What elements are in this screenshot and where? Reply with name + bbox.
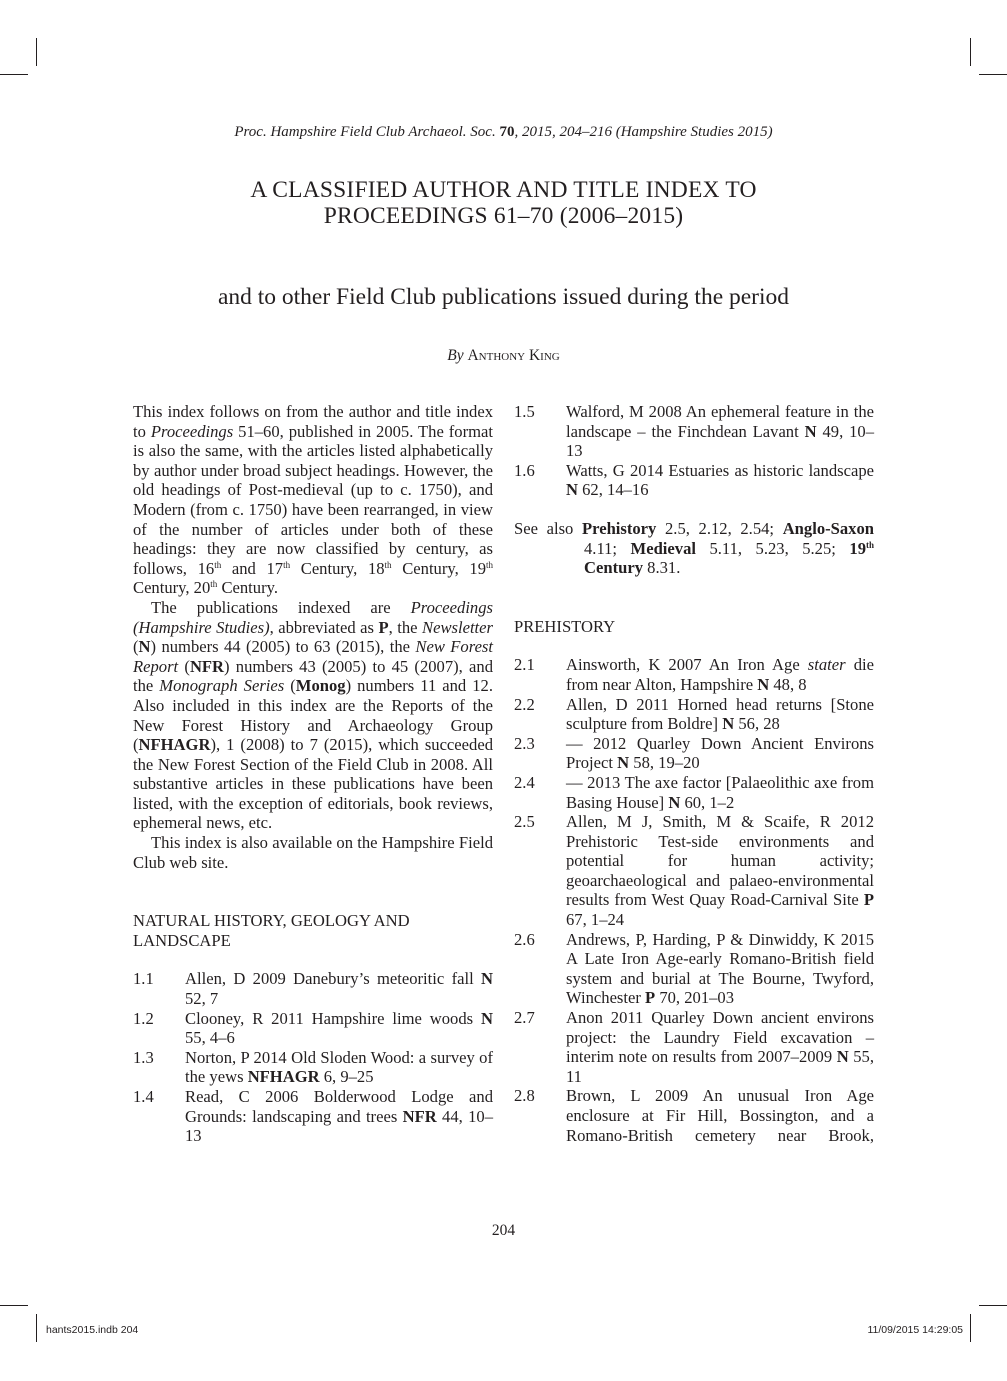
article-subtitle: and to other Field Club publications issued during the period xyxy=(217,284,790,310)
entry-number: 2.7 xyxy=(514,1008,535,1028)
entry-publication: N xyxy=(481,1008,493,1028)
text-italic: Newsletter xyxy=(422,617,493,637)
running-head-rest: , 2015, 204–216 (Hampshire Studies 2015) xyxy=(514,124,773,140)
text: Century, 18 xyxy=(290,558,385,578)
title-line-2: PROCEEDINGS 61–70 (2006–2015) xyxy=(323,203,684,229)
entry-title: Brown, L 2009 An unusual Iron Age enclosure at Fir Hill, Bossington, and a Romano-British cemetery near Brook, xyxy=(566,1086,874,1145)
entry-number: 1.6 xyxy=(514,460,535,480)
page-number: 204 xyxy=(491,1222,516,1239)
entry-reference: 44, 10–13 xyxy=(185,1106,493,1146)
superscript: th xyxy=(210,579,218,590)
see-also-refs: 5.11, 5.23, 5.25; xyxy=(695,538,850,558)
entry-title: Norton, P 2014 Old Sloden Wood: a survey of the yews xyxy=(185,1047,493,1087)
text-italic: Proceedings (Hampshire Studies) xyxy=(133,597,493,637)
text: Century, 19 xyxy=(391,558,487,578)
entry-title: — 2012 Quarley Down Ancient Environs Project xyxy=(566,733,874,773)
superscript: th xyxy=(865,539,874,550)
entry-reference: 70, 201–03 xyxy=(655,988,735,1008)
entry-title: die from near Alton, Hampshire xyxy=(566,655,874,694)
entry-number: 1.2 xyxy=(133,1008,154,1028)
section-heading-natural-history: NATURAL HISTORY, GEOLOGY AND LANDSCAPE xyxy=(133,911,410,950)
entry-text xyxy=(185,969,493,1008)
text: ) numbers 44 (2005) to 63 (2015), the xyxy=(150,637,416,657)
text-bold: Monog xyxy=(295,676,346,696)
entry-title: Allen, D 2011 Horned head returns [Stone sculpture from Boldre] xyxy=(566,694,874,734)
superscript: th xyxy=(283,559,291,570)
natural-history-list xyxy=(133,969,493,1145)
crop-mark xyxy=(36,1314,37,1342)
text: Century. xyxy=(217,578,278,598)
entry-text xyxy=(566,773,874,812)
natural-history-list-continued xyxy=(514,402,874,500)
see-also-section: Anglo-Saxon xyxy=(782,518,874,538)
entry-text xyxy=(566,695,874,734)
entry-reference: 52, 7 xyxy=(185,989,219,1009)
entry-title: Read, C 2006 Bolderwood Lodge and Grounds: landscaping and trees xyxy=(185,1087,493,1126)
list-item xyxy=(514,812,874,930)
entry-number: 2.3 xyxy=(514,733,535,753)
entry-text xyxy=(185,1048,493,1087)
entry-publication: NFR xyxy=(402,1106,437,1126)
entry-text xyxy=(566,812,874,930)
entry-number: 2.8 xyxy=(514,1086,535,1106)
list-item xyxy=(514,402,874,461)
see-also xyxy=(514,519,874,578)
entry-text xyxy=(566,1086,874,1145)
entry-reference: 67, 1–24 xyxy=(566,910,625,930)
entry-text xyxy=(185,1087,493,1146)
crop-mark xyxy=(979,74,1007,75)
right-column xyxy=(514,402,874,1145)
superscript: th xyxy=(384,559,392,570)
list-item xyxy=(514,695,874,734)
intro-paragraph-2 xyxy=(133,598,493,833)
entry-publication: N xyxy=(617,753,630,773)
entry-publication: N xyxy=(804,421,817,441)
text: and 17 xyxy=(221,558,284,578)
entry-text xyxy=(566,734,874,773)
text: ( xyxy=(284,676,296,696)
journal-name: Proc. Hampshire Field Club Archaeol. Soc. xyxy=(234,124,496,140)
entry-reference: 56, 28 xyxy=(734,714,780,734)
entry-publication: N xyxy=(481,969,493,989)
entry-publication: N xyxy=(757,674,770,694)
text: ) numbers 43 (2005) to 45 (2007), and the xyxy=(133,656,493,696)
crop-mark xyxy=(970,38,971,66)
entry-number: 2.5 xyxy=(514,812,535,832)
text: ( xyxy=(178,656,190,676)
entry-number: 2.6 xyxy=(514,929,535,949)
entry-publication: N xyxy=(566,480,578,500)
slug-date: 11/09/2015 14:29:05 xyxy=(867,1324,963,1336)
slug-file: hants2015.indb 204 xyxy=(46,1324,139,1336)
century-number: 19 xyxy=(849,538,866,558)
entry-number: 1.3 xyxy=(133,1047,154,1067)
entry-text xyxy=(185,1009,493,1048)
entry-reference: 48, 8 xyxy=(769,674,807,694)
entry-publication: N xyxy=(722,714,735,734)
list-item xyxy=(133,1048,493,1087)
see-also-refs: 8.31. xyxy=(643,558,681,578)
running-head xyxy=(0,124,1007,141)
entry-publication: N xyxy=(668,792,681,812)
entry-reference: 62, 14–16 xyxy=(577,480,649,500)
entry-title: Andrews, P, Harding, P & Dinwiddy, K 2015 A Late Iron Age-early Romano-British field system and burial at The Bourne, Twyford, Winchester xyxy=(566,929,874,1008)
prehistory-list xyxy=(514,655,874,1145)
text-bold: NFR xyxy=(189,656,225,676)
entry-title: Ainsworth, K 2007 An Iron Age xyxy=(566,655,808,675)
volume-number: 70 xyxy=(499,124,515,140)
byline xyxy=(0,347,1007,365)
section-heading-prehistory: PREHISTORY xyxy=(514,616,616,636)
text-bold: N xyxy=(138,637,151,657)
entry-title: Walford, M 2008 An ephemeral feature in the landscape – the Finchdean Lavant xyxy=(566,402,874,441)
see-also-refs: 4.11; xyxy=(584,538,631,558)
list-item xyxy=(514,734,874,773)
text: ( xyxy=(133,637,139,657)
entry-text xyxy=(566,930,874,1008)
entry-reference: 55, 4–6 xyxy=(185,1028,235,1048)
list-item xyxy=(514,461,874,500)
entry-title: Watts, G 2014 Estuaries as historic landscape xyxy=(566,460,874,480)
entry-reference: 55, 11 xyxy=(566,1047,875,1086)
list-item xyxy=(514,1008,874,1086)
text: , the xyxy=(388,617,423,637)
entry-title: — 2013 The axe factor [Palaeolithic axe from Basing House] xyxy=(566,772,874,812)
entry-number: 1.4 xyxy=(133,1087,154,1106)
text: 51–60, published in 2005. The format is also the same, with the articles listed alphabetically by author under broad subject headings. However, the old headings of Post-medieval (up to c. 1750), and Modern (from c. 1750) have been rearranged, in view of the number of articles under both of these headings: they are now classified by century, as follows, 16 xyxy=(133,421,493,578)
list-item xyxy=(514,930,874,1008)
superscript: th xyxy=(486,559,494,570)
left-column xyxy=(133,402,493,1146)
entry-number: 1.1 xyxy=(133,969,154,989)
entry-publication: NFHAGR xyxy=(247,1067,320,1087)
superscript: th xyxy=(214,559,222,570)
entry-reference: 58, 19–20 xyxy=(629,753,700,773)
text-italic: New Forest Report xyxy=(133,637,493,676)
century-label: Century xyxy=(584,558,643,578)
entry-reference: 6, 9–25 xyxy=(319,1067,374,1087)
text-bold: P xyxy=(378,617,389,637)
see-also-label: See also xyxy=(514,518,582,538)
intro-paragraph-1 xyxy=(133,402,493,598)
entry-number: 2.2 xyxy=(514,694,535,714)
crop-mark xyxy=(36,38,37,66)
crop-mark xyxy=(0,1305,28,1306)
crop-mark xyxy=(0,74,28,75)
text-bold: NFHAGR xyxy=(138,735,211,755)
text: ) numbers 11 and 12. Also included in this index are the Reports of the New Forest History and Archaeology Group ( xyxy=(133,676,493,755)
author-name: Anthony King xyxy=(467,347,560,364)
text: ), 1 (2008) to 7 (2015), which succeeded the New Forest Section of the Field Club in 2008. All substantive articles in these publications have been listed, with the exception of editorials, book reviews, ephemeral news, etc. xyxy=(133,735,493,833)
list-item xyxy=(514,655,874,694)
list-item xyxy=(514,773,874,812)
entry-number: 2.4 xyxy=(514,772,535,792)
entry-number: 2.1 xyxy=(514,655,535,675)
entry-title-italic: stater xyxy=(807,655,846,675)
list-item xyxy=(133,969,493,1008)
crop-mark xyxy=(979,1305,1007,1306)
entry-publication: P xyxy=(863,890,874,910)
crop-mark xyxy=(970,1314,971,1342)
entry-text xyxy=(566,461,874,500)
byline-by: By xyxy=(447,347,464,364)
list-item xyxy=(133,1009,493,1048)
see-also-refs: 2.5, 2.12, 2.54; xyxy=(656,518,783,538)
entry-publication: P xyxy=(645,988,656,1008)
entry-text xyxy=(566,655,874,694)
entry-text xyxy=(566,1008,874,1086)
intro-paragraph-3: This index is also available on the Hampshire Field Club web site. xyxy=(133,833,493,872)
article-title xyxy=(0,177,1007,229)
list-item xyxy=(514,1086,874,1145)
text: This index follows on from the author and title index to xyxy=(133,402,493,441)
text: The publications indexed are xyxy=(151,597,411,617)
entry-publication: N xyxy=(836,1047,849,1067)
see-also-section: Medieval xyxy=(630,538,696,558)
entry-title: Clooney, R 2011 Hampshire lime woods xyxy=(185,1008,482,1028)
entry-number: 1.5 xyxy=(514,402,535,421)
entry-text xyxy=(566,402,874,461)
list-item xyxy=(133,1087,493,1146)
entry-title: Anon 2011 Quarley Down ancient environs project: the Laundry Field excavation – interim note on results from 2007–2009 xyxy=(566,1008,874,1067)
entry-reference: 60, 1–2 xyxy=(680,792,735,812)
text-italic: Monograph Series xyxy=(159,676,285,696)
title-line-1: A CLASSIFIED AUTHOR AND TITLE INDEX TO xyxy=(250,177,757,203)
see-also-section: Prehistory xyxy=(582,518,657,538)
entry-title: Allen, M J, Smith, M & Scaife, R 2012 Prehistoric Test-side environments and potential for human activity; geoarchaeological and palaeo-environmental results from West Quay Road-Carnival Site xyxy=(566,812,874,910)
text: , abbreviated as xyxy=(269,617,379,637)
entry-title: Allen, D 2009 Danebury’s meteoritic fall xyxy=(185,969,482,989)
entry-reference: 49, 10–13 xyxy=(566,421,874,461)
text: Century, 20 xyxy=(133,578,211,598)
text-italic: Proceedings xyxy=(150,421,234,441)
